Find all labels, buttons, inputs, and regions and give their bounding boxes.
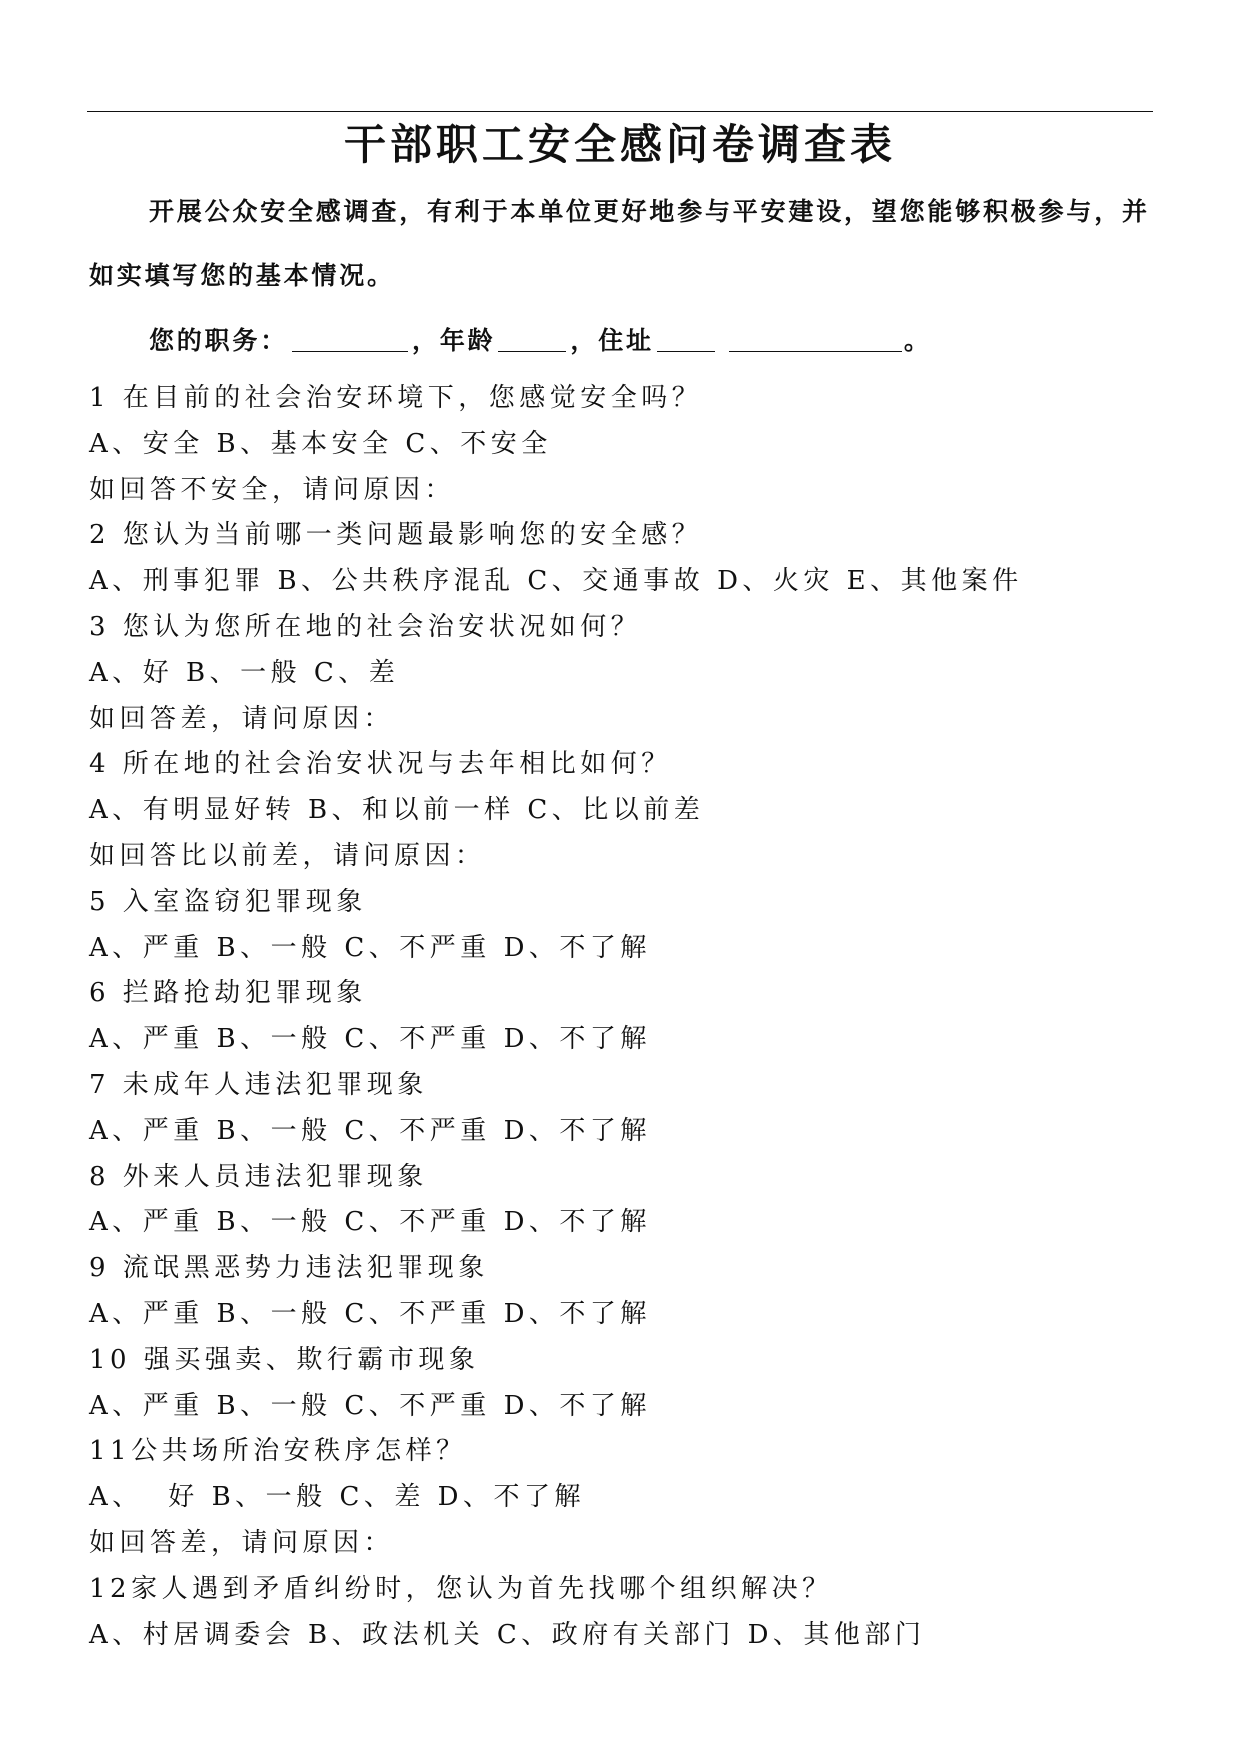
question-10-prompt: 10 强买强卖、欺行霸市现象	[89, 1344, 480, 1375]
question-4-prompt: 4 所在地的社会治安状况与去年相比如何？	[89, 749, 672, 780]
question-9-prompt: 9 流氓黑恶势力违法犯罪现象	[89, 1253, 489, 1284]
question-10-options: A、严重 B、一般 C、不严重 D、不了解	[89, 1390, 651, 1421]
question-1-options: A、安全 B、基本安全 C、不安全	[89, 428, 552, 459]
question-8-options: A、严重 B、一般 C、不严重 D、不了解	[89, 1207, 651, 1238]
header-rule	[87, 111, 1153, 112]
question-7-options: A、严重 B、一般 C、不严重 D、不了解	[89, 1115, 651, 1146]
question-5-prompt: 5 入室盗窃犯罪现象	[89, 886, 367, 917]
respondent-info-line	[149, 309, 932, 373]
question-8-prompt: 8 外来人员违法犯罪现象	[89, 1161, 428, 1192]
question-2-prompt: 2 您认为当前哪一类问题最影响您的安全感？	[89, 520, 703, 551]
question-4-followup: 如回答比以前差，请问原因：	[89, 840, 486, 871]
position-label: 您的职务：	[149, 326, 289, 355]
document-title: 干部职工安全感问卷调查表	[343, 120, 896, 169]
question-5-options: A、严重 B、一般 C、不严重 D、不了解	[89, 932, 651, 963]
end-mark: 。	[903, 326, 932, 355]
question-3-options: A、好 B、一般 C、差	[89, 657, 400, 688]
question-11-followup: 如回答差，请问原因：	[89, 1527, 395, 1558]
age-label: ，年龄	[412, 326, 496, 355]
question-2-options: A、刑事犯罪 B、公共秩序混乱 C、交通事故 D、火灾 E、其他案件	[89, 566, 1023, 597]
age-blank	[498, 351, 566, 352]
question-4-options: A、有明显好转 B、和以前一样 C、比以前差	[89, 795, 705, 826]
question-11-options: A、 好 B、一般 C、差 D、不了解	[89, 1482, 585, 1513]
question-11-prompt: 11公共场所治安秩序怎样？	[89, 1436, 467, 1467]
address-blank-2	[729, 351, 902, 352]
question-12-prompt: 12家人遇到矛盾纠纷时，您认为首先找哪个组织解决？	[89, 1573, 833, 1604]
question-3-prompt: 3 您认为您所在地的社会治安状况如何？	[89, 611, 642, 642]
question-9-options: A、严重 B、一般 C、不严重 D、不了解	[89, 1298, 651, 1329]
question-6-prompt: 6 拦路抢劫犯罪现象	[89, 978, 367, 1009]
question-7-prompt: 7 未成年人违法犯罪现象	[89, 1069, 428, 1100]
question-12-options: A、村居调委会 B、政法机关 C、政府有关部门 D、其他部门	[89, 1619, 926, 1650]
address-label: ，住址	[570, 326, 654, 355]
question-1-prompt: 1 在目前的社会治安环境下，您感觉安全吗？	[89, 383, 703, 413]
position-blank	[292, 351, 408, 352]
question-list	[89, 376, 1209, 1658]
address-blank-1	[657, 351, 715, 352]
question-6-options: A、严重 B、一般 C、不严重 D、不了解	[89, 1024, 651, 1055]
question-3-followup: 如回答差，请问原因：	[89, 703, 395, 734]
question-1-followup: 如回答不安全，请问原因：	[89, 474, 456, 505]
intro-paragraph: 开展公众安全感调查，有利于本单位更好地参与平安建设，望您能够积极参与，并如实填写您的基本情况。	[89, 197, 1150, 290]
